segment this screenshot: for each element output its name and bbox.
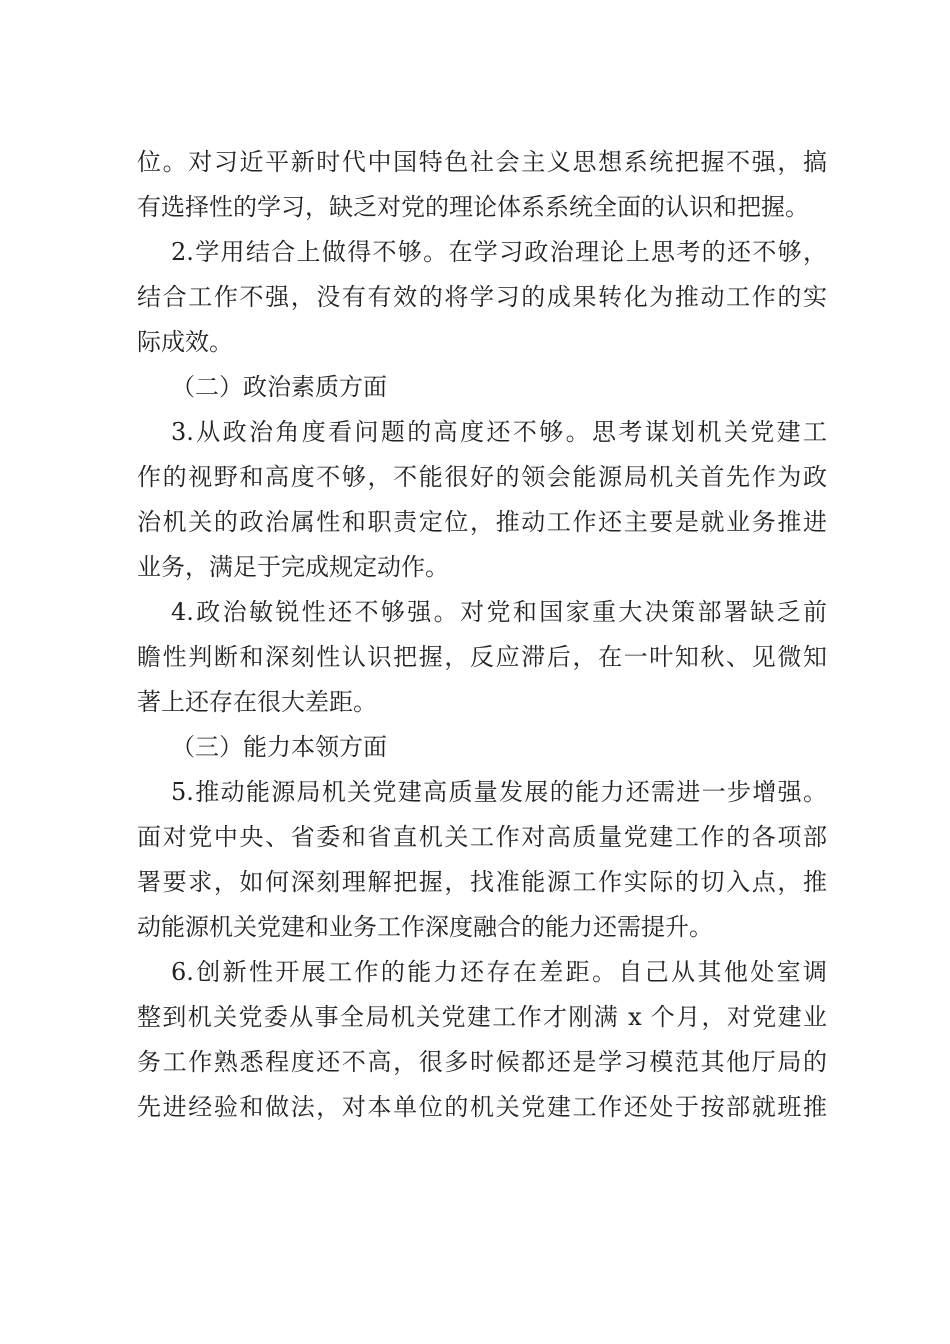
section-heading-ability bbox=[137, 725, 827, 770]
section-heading-political-quality bbox=[137, 365, 827, 410]
text-line: 结合工作不强，没有有效的将学习的成果转化为推动工作的实 bbox=[137, 283, 827, 311]
text-line: 整到机关党委从事全局机关党建工作才刚满 x 个月，对党建业 bbox=[137, 1003, 827, 1031]
paragraph-item-2 bbox=[137, 230, 827, 365]
text-line: 作的视野和高度不够，不能很好的领会能源局机关首先作为政 bbox=[137, 463, 827, 491]
paragraph-item-4 bbox=[137, 590, 827, 725]
heading-line: （二）政治素质方面 bbox=[171, 373, 387, 401]
text-line: 6.创新性开展工作的能力还存在差距。自己从其他处室调 bbox=[171, 958, 827, 986]
paragraph-item-5 bbox=[137, 770, 827, 950]
text-line: 面对党中央、省委和省直机关工作对高质量党建工作的各项部 bbox=[137, 823, 827, 851]
text-line: 瞻性判断和深刻性认识把握，反应滞后，在一叶知秋、见微知 bbox=[137, 643, 827, 671]
text-line: 治机关的政治属性和职责定位，推动工作还主要是就业务推进 bbox=[137, 508, 827, 536]
text-line: 2.学用结合上做得不够。在学习政治理论上思考的还不够， bbox=[171, 238, 827, 266]
paragraph-item-6 bbox=[137, 950, 827, 1130]
paragraph-item-3 bbox=[137, 410, 827, 590]
text-line: 动能源机关党建和业务工作深度融合的能力还需提升。 bbox=[137, 913, 713, 941]
text-line: 先进经验和做法，对本单位的机关党建工作还处于按部就班推 bbox=[137, 1093, 827, 1121]
text-line: 4.政治敏锐性还不够强。对党和国家重大决策部署缺乏前 bbox=[171, 598, 827, 626]
text-line: 有选择性的学习，缺乏对党的理论体系系统全面的认识和把握。 bbox=[137, 193, 809, 221]
text-line: 3.从政治角度看问题的高度还不够。思考谋划机关党建工 bbox=[171, 418, 827, 446]
heading-line: （三）能力本领方面 bbox=[171, 733, 387, 761]
document-body bbox=[137, 140, 827, 1130]
text-line: 际成效。 bbox=[137, 328, 233, 356]
text-line: 署要求，如何深刻理解把握，找准能源工作实际的切入点，推 bbox=[137, 868, 827, 896]
text-line: 位。对习近平新时代中国特色社会主义思想系统把握不强，搞 bbox=[137, 148, 827, 176]
text-line: 业务，满足于完成规定动作。 bbox=[137, 553, 449, 581]
text-line: 务工作熟悉程度还不高，很多时候都还是学习模范其他厅局的 bbox=[137, 1048, 827, 1076]
paragraph-continuation bbox=[137, 140, 827, 230]
text-line: 5.推动能源局机关党建高质量发展的能力还需进一步增强。 bbox=[171, 778, 827, 806]
text-line: 著上还存在很大差距。 bbox=[137, 688, 377, 716]
